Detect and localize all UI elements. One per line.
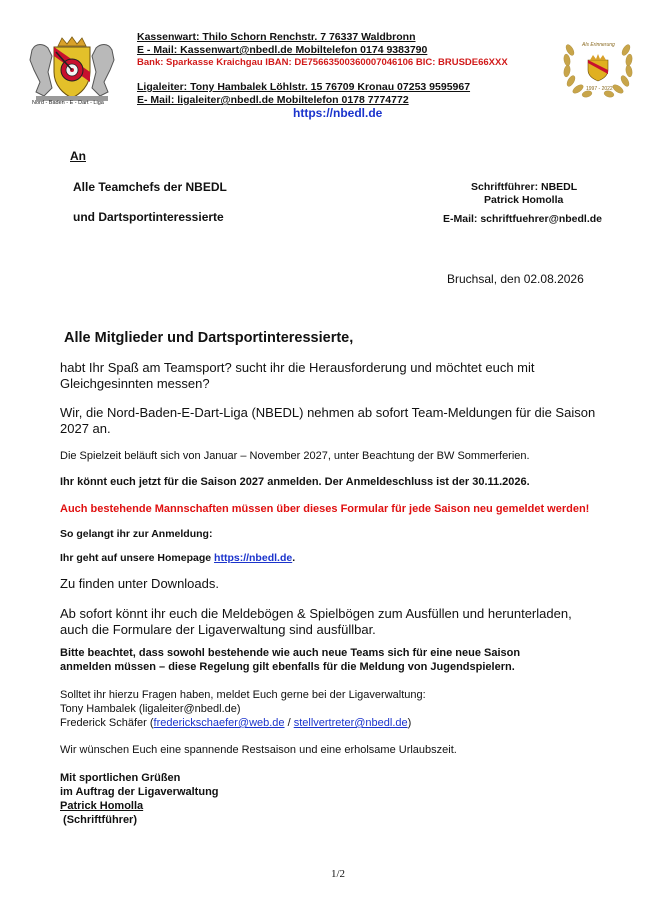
address-line2: und Dartsportinteressierte [73, 210, 224, 224]
body-p7 [60, 552, 295, 564]
body-p11-line1: Solltet ihr hierzu Fragen haben, meldet Euch gerne bei der Ligaverwaltung: [60, 689, 426, 701]
closing-line2: im Auftrag der Ligaverwaltung [60, 786, 219, 798]
letter-subject: Alle Mitglieder und Dartsportinteressierte, [64, 330, 354, 346]
letter-date: Bruchsal, den 02.08.2026 [447, 272, 584, 286]
sender-email: E-Mail: schriftfuehrer@nbedl.de [443, 213, 603, 225]
body-p11-line2: Tony Hambalek (ligaleiter@nbedl.de) [60, 703, 241, 715]
body-p9-line1: Ab sofort könnt ihr euch die Meldebögen & Spielbögen zum Ausfüllen und herunterladen, [60, 606, 572, 621]
body-p11-suffix: ) [407, 717, 412, 729]
body-p11-separator: / [284, 717, 294, 729]
coat-of-arms-icon [26, 36, 118, 102]
body-p7-suffix: . [292, 552, 296, 564]
address-line1: Alle Teamchefs der NBEDL [73, 180, 227, 194]
closing-role: (Schriftführer) [60, 814, 137, 826]
logo-right-years: 1997 - 2022 [586, 86, 613, 92]
sender-role: Schriftführer: NBEDL [471, 181, 578, 193]
league-logo [26, 36, 118, 110]
body-p10-line1: Bitte beachtet, dass sowohl bestehende wie auch neue Teams sich für eine neue Saison [60, 647, 521, 659]
header-bank: Bank: Sparkasse Kraichgau IBAN: DE75663500360007046106 BIC: BRUSDE66XXX [137, 57, 508, 68]
logo-left-caption: Nord - Baden - E - Dart - Liga [32, 100, 104, 106]
address-an: An [70, 149, 86, 163]
body-p6: So gelangt ihr zur Anmeldung: [60, 528, 213, 540]
closing-line1: Mit sportlichen Grüßen [60, 772, 181, 784]
body-p3: Die Spielzeit beläuft sich von Januar – November 2027, unter Beachtung der BW Sommerferien. [60, 450, 530, 462]
body-p8: Zu finden unter Downloads. [60, 576, 219, 591]
deputy-email-link[interactable]: stellvertreter@nbedl.de [293, 717, 408, 729]
body-p9-line2: auch die Formulare der Ligaverwaltung sind ausfüllbar. [60, 622, 376, 637]
page-number: 1/2 [331, 868, 346, 880]
body-p1-line2: Gleichgesinnten messen? [60, 376, 210, 391]
body-p2-line2: 2027 an. [60, 421, 111, 436]
body-p7-prefix: Ihr geht auf unsere Homepage [60, 552, 215, 564]
body-p1-line1: habt Ihr Spaß am Teamsport? sucht ihr die Herausforderung und möchtet euch mit [60, 360, 535, 375]
frederick-email-link[interactable]: frederickschaefer@web.de [153, 717, 285, 729]
anniversary-logo [560, 34, 636, 100]
header-treasurer: Kassenwart: Thilo Schorn Renchstr. 7 76337 Waldbronn [137, 31, 416, 43]
header-league-leader-email: E- Mail: ligaleiter@nbedl.de Mobiltelefon 0178 7774772 [137, 94, 409, 106]
body-p2-line1: Wir, die Nord-Baden-E-Dart-Liga (NBEDL) nehmen ab sofort Team-Meldungen für die Saison [60, 405, 596, 420]
logo-right-top: Als Erinnerung [582, 42, 615, 48]
homepage-link[interactable]: https://nbedl.de [214, 552, 293, 564]
body-p5-warning: Auch bestehende Mannschaften müssen über dieses Formular für jede Saison neu gemeldet werden! [60, 503, 590, 515]
header-league-leader: Ligaleiter: Tony Hambalek Löhlstr. 15 76709 Kronau 07253 9595967 [137, 81, 471, 93]
body-p11-line3 [60, 717, 411, 730]
body-p4: Ihr könnt euch jetzt für die Saison 2027 anmelden. Der Anmeldeschluss ist der 30.11.2026. [60, 476, 530, 488]
body-p10-line2: anmelden müssen – diese Regelung gilt ebenfalls für die Meldung von Jugendspielern. [60, 661, 515, 673]
body-p11-prefix: Frederick Schäfer ( [60, 717, 154, 729]
closing-name: Patrick Homolla [60, 800, 144, 812]
header-treasurer-email: E - Mail: Kassenwart@nbedl.de Mobiltelefon 0174 9383790 [137, 44, 428, 56]
body-p12: Wir wünschen Euch eine spannende Restsaison und eine erholsame Urlaubszeit. [60, 744, 457, 756]
sender-name: Patrick Homolla [484, 194, 564, 206]
header-homepage-link[interactable]: https://nbedl.de [293, 106, 383, 120]
